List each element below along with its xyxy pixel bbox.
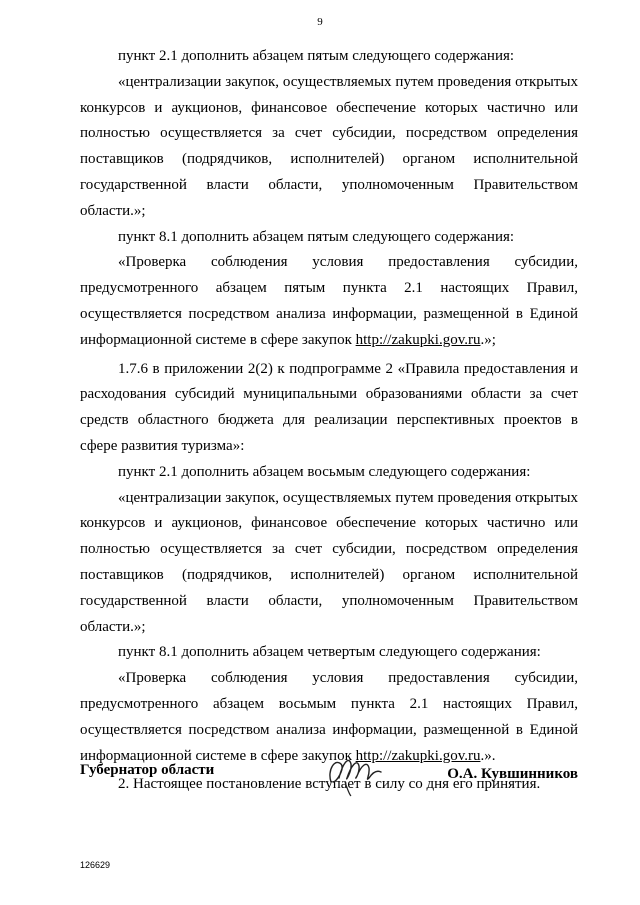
- document-body: [80, 44, 578, 798]
- paragraph: пункт 2.1 дополнить абзацем восьмым следующего содержания:: [118, 463, 531, 480]
- zakupki-link[interactable]: http://zakupki.gov.ru: [355, 331, 481, 348]
- handwritten-signature: [325, 752, 385, 798]
- paragraph: 2. Настоящее постановление вступает в силу со дня его принятия.: [118, 776, 541, 793]
- paragraph: пункт 2.1 дополнить абзацем пятым следующего содержания:: [118, 48, 515, 64]
- paragraph: 1.7.6 в приложении 2(2) к подпрограмме 2 «Правила предоставления и расходования субсидий муниципальными образованиями области за счет средств областного бюджета для реализации перспективных проектов в сфере развития туризма»:: [80, 360, 578, 454]
- paragraph: [80, 250, 578, 353]
- page-number: 9: [317, 16, 323, 28]
- signature-block: [80, 760, 578, 800]
- signatory-name: О.А. Кувшинников: [447, 766, 578, 782]
- document-number: 126629: [80, 860, 111, 870]
- zakupki-link[interactable]: http://zakupki.gov.ru: [355, 747, 481, 764]
- paragraph-text: «Проверка соблюдения условия предоставления субсидии, предусмотренного абзацем пятым пункта 2.1 настоящих Правил, осуществляется посредством анализа информации, размещенной в Единой информационной системе в сфере закупок: [80, 254, 578, 348]
- paragraph: пункт 8.1 дополнить абзацем пятым следующего содержания:: [118, 228, 515, 245]
- paragraph: пункт 8.1 дополнить абзацем четвертым следующего содержания:: [118, 644, 541, 661]
- paragraph-text: .».: [480, 747, 496, 764]
- signatory-title: Губернатор области: [80, 762, 215, 778]
- paragraph: «централизации закупок, осуществляемых путем проведения открытых конкурсов и аукционов, финансовое обеспечение которых частично или полностью осуществляется за счет субсидии, посредством определения поставщиков (подрядчиков, исполнителей) органом исполнительной государственной власти области, уполномоченным Правительством области.»;: [80, 489, 578, 635]
- paragraph-text: .»;: [480, 331, 496, 348]
- paragraph-text: «Проверка соблюдения условия предоставления субсидии, предусмотренного абзацем восьмым пункта 2.1 настоящих Правил, осуществляется посредством анализа информации, размещенной в Единой информационной системе в сфере закупок: [80, 670, 578, 764]
- paragraph: «централизации закупок, осуществляемых путем проведения открытых конкурсов и аукционов, финансовое обеспечение которых частично или полностью осуществляется за счет субсидии, посредством определения поставщиков (подрядчиков, исполнителей) органом исполнительной государственной власти области, уполномоченным Правительством области.»;: [80, 73, 578, 219]
